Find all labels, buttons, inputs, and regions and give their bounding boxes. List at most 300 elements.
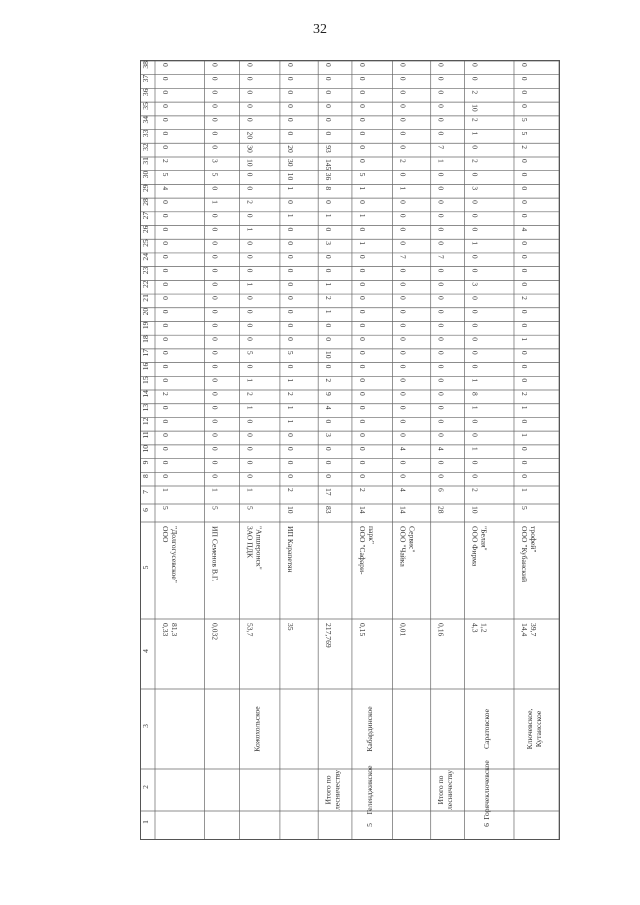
table-cell: 0 bbox=[436, 433, 446, 437]
table-cell: 1 bbox=[519, 433, 529, 437]
table-cell: 0 bbox=[398, 117, 408, 122]
table-cell: 0 bbox=[436, 76, 446, 81]
table-cell: 0 bbox=[470, 172, 480, 177]
table-cell: 0 bbox=[324, 460, 334, 465]
table-cell: 0 bbox=[470, 337, 480, 341]
table-cell: 0 bbox=[436, 213, 446, 218]
table-cell: 2 bbox=[245, 392, 255, 396]
table-cell: 0 bbox=[285, 90, 295, 95]
table-cell: 4 bbox=[519, 227, 529, 232]
table-cell: 0 bbox=[519, 76, 529, 81]
table-cell: 7 bbox=[398, 254, 408, 259]
table-cell: 1 bbox=[470, 446, 480, 451]
table-cell: лесничеству bbox=[332, 769, 342, 811]
table-cell: 5 bbox=[519, 117, 529, 122]
table-cell: 0 bbox=[161, 350, 170, 355]
table-cell: 4 bbox=[398, 446, 408, 451]
table-cell: 1 bbox=[245, 282, 255, 287]
table-cell: 0 bbox=[161, 378, 170, 383]
table-cell: 0 bbox=[470, 419, 480, 424]
table-cell: 0 bbox=[357, 323, 367, 328]
table-cell: 0 bbox=[357, 392, 367, 396]
page-number: 32 bbox=[313, 22, 327, 37]
table-cell: 6 bbox=[482, 823, 492, 827]
table-cell: 2 bbox=[519, 296, 529, 300]
table-cell: 0 bbox=[357, 309, 367, 314]
table-cell: 0 bbox=[436, 337, 446, 341]
table-cell: 0 bbox=[245, 296, 255, 300]
table-cell: 5 bbox=[519, 506, 529, 510]
table-cell: 0 bbox=[245, 323, 255, 328]
column-header-label: 32 bbox=[141, 143, 150, 151]
table-cell: 0 bbox=[210, 117, 220, 122]
table-cell: 0 bbox=[436, 296, 446, 300]
table-cell: 93 bbox=[324, 145, 334, 153]
table-cell: 0 bbox=[285, 337, 295, 341]
table-cell: 2 bbox=[324, 296, 334, 300]
table-cell: 0 bbox=[398, 350, 408, 355]
table-cell: 0 bbox=[285, 200, 295, 204]
table-cell: 0 bbox=[357, 296, 367, 300]
column-header-label: 1 bbox=[141, 820, 150, 824]
table-cell: 0 bbox=[161, 117, 170, 122]
table-cell: 0 bbox=[436, 282, 446, 287]
table-cell: 1 bbox=[470, 241, 480, 246]
table-cell: 6 bbox=[436, 488, 446, 492]
table-cell: 0 bbox=[470, 227, 480, 232]
table-cell: 0 bbox=[398, 296, 408, 300]
table-cell: 0 bbox=[436, 392, 446, 396]
table-cell: 30 bbox=[285, 158, 295, 167]
table-cell: 0 bbox=[436, 460, 446, 465]
table-cell: 10 bbox=[245, 158, 255, 167]
table-cell: 1 bbox=[245, 488, 255, 492]
table-cell: 0 bbox=[161, 213, 170, 218]
column-header-label: 10 bbox=[141, 444, 150, 453]
table-cell: 0,15 bbox=[357, 623, 367, 637]
table-cell: ИП Семенов В.Г. bbox=[210, 526, 220, 582]
table-cell: 0 bbox=[285, 309, 295, 314]
table-cell: 3 bbox=[324, 433, 334, 437]
table-cell: 0 bbox=[436, 200, 446, 204]
table-cell: 0 bbox=[324, 474, 334, 479]
table-cell: 0 bbox=[470, 474, 480, 479]
table-cell: 0,01 bbox=[398, 623, 408, 637]
table-cell: 0 bbox=[245, 364, 255, 369]
table-cell: 0 bbox=[210, 433, 220, 437]
table-cell: 10 bbox=[285, 172, 295, 181]
column-header-label: 20 bbox=[141, 307, 150, 316]
table-cell: 0 bbox=[161, 90, 170, 95]
column-header-label: 25 bbox=[141, 239, 150, 247]
table-cell: 0 bbox=[324, 117, 334, 122]
table-cell: 217,769 bbox=[324, 623, 334, 648]
table-cell: 0 bbox=[519, 104, 529, 108]
table-cell: 0 bbox=[210, 104, 220, 108]
table-cell: 2 bbox=[324, 378, 334, 383]
table-cell: 0 bbox=[398, 145, 408, 150]
table-cell: 0 bbox=[161, 254, 170, 259]
table-cell: 0 bbox=[357, 200, 367, 204]
table-cell: 2 bbox=[161, 392, 170, 396]
table-row bbox=[211, 63, 220, 640]
table-cell: 0,032 bbox=[210, 623, 220, 641]
table-cell: 0 bbox=[436, 227, 446, 232]
table-cell: 1 bbox=[324, 213, 334, 218]
table-cell: 0 bbox=[398, 419, 408, 424]
table-cell: 1 bbox=[470, 131, 480, 136]
table-cell: 0 bbox=[357, 76, 367, 81]
table-cell: 0 bbox=[285, 104, 295, 108]
table-cell: 0 bbox=[210, 350, 220, 355]
table-cell: 0 bbox=[436, 405, 446, 410]
table-cell: 0 bbox=[210, 309, 220, 314]
table-cell: 2 bbox=[519, 392, 529, 396]
table-cell: 0 bbox=[436, 364, 446, 369]
table-cell: 0 bbox=[470, 350, 480, 355]
table-cell: 0 bbox=[436, 172, 446, 177]
table-cell: ИП Карапетян bbox=[285, 526, 295, 573]
table-cell: 0 bbox=[210, 268, 220, 273]
table-cell: 2 bbox=[470, 158, 480, 163]
table-cell: 0 bbox=[161, 337, 170, 341]
table-cell: 0 bbox=[245, 268, 255, 273]
table-cell: 2 bbox=[285, 392, 295, 396]
table-cell: 0 bbox=[398, 63, 408, 67]
table-cell: 0 bbox=[285, 63, 295, 67]
table-cell: 0 bbox=[398, 392, 408, 396]
table-cell: 10 bbox=[470, 104, 480, 112]
table-cell: 0 bbox=[398, 309, 408, 314]
table-cell: 2 bbox=[398, 158, 408, 163]
table-cell: 0 bbox=[161, 76, 170, 81]
table-cell: 53,7 bbox=[245, 623, 255, 637]
table-cell: 0 bbox=[245, 446, 255, 451]
table-cell: 0 bbox=[398, 90, 408, 95]
table-cell: 1 bbox=[245, 405, 255, 410]
table-cell: 4,3 bbox=[470, 623, 480, 633]
table-cell: 0 bbox=[398, 104, 408, 108]
table-cell: 2 bbox=[470, 90, 480, 95]
table-cell: 28 bbox=[436, 506, 446, 514]
table-cell: 0 bbox=[245, 433, 255, 437]
table-cell: 0 bbox=[285, 131, 295, 136]
table-cell: 0 bbox=[398, 241, 408, 246]
table-cell: 10 bbox=[285, 506, 295, 514]
table-cell: 0 bbox=[470, 433, 480, 437]
table-cell: 14 bbox=[398, 506, 408, 514]
column-header-label: 14 bbox=[141, 390, 150, 398]
table-cell: 0 bbox=[357, 405, 367, 410]
table-cell: 0 bbox=[436, 241, 446, 246]
column-header-label: 31 bbox=[141, 157, 150, 165]
table-cell: 1 bbox=[357, 213, 367, 218]
table-cell: 0 bbox=[245, 104, 255, 108]
table-cell: 0 bbox=[436, 350, 446, 355]
table-cell: 0 bbox=[519, 323, 529, 328]
table-cell: трофей" bbox=[528, 526, 538, 553]
table-cell: 0 bbox=[324, 90, 334, 95]
table-cell: 1 bbox=[245, 227, 255, 232]
table-cell: 2 bbox=[519, 145, 529, 150]
column-header-label: 16 bbox=[141, 362, 150, 371]
table-cell: 0 bbox=[398, 131, 408, 136]
table-cell: 0 bbox=[398, 460, 408, 465]
table-cell: 0 bbox=[210, 405, 220, 410]
table-cell: 0 bbox=[161, 104, 170, 108]
table-cell: 0 bbox=[357, 63, 367, 67]
table-cell: 1 bbox=[436, 158, 446, 163]
table-cell: 0 bbox=[210, 323, 220, 328]
table-cell: 0 bbox=[245, 90, 255, 95]
table-cell: 0 bbox=[357, 104, 367, 108]
table-cell: 0 bbox=[161, 282, 170, 287]
table-cell: 0 bbox=[519, 460, 529, 465]
table-cell: 0 bbox=[161, 323, 170, 328]
table-cell: 0 bbox=[161, 419, 170, 424]
table-cell: 81,3 bbox=[170, 623, 179, 637]
table-cell: Итого по bbox=[436, 775, 446, 805]
table-cell: 0 bbox=[285, 241, 295, 246]
column-header-label: 21 bbox=[141, 294, 150, 302]
table-cell: 0 bbox=[324, 200, 334, 204]
column-header-label: 7 bbox=[141, 490, 150, 494]
column-header-label: 3 bbox=[141, 724, 150, 728]
table-cell: 0 bbox=[324, 131, 334, 136]
table-cell: 1 bbox=[357, 241, 367, 246]
table-cell: 0 bbox=[436, 63, 446, 67]
table-cell: 0 bbox=[436, 378, 446, 383]
table-cell: 1 bbox=[519, 337, 529, 341]
table-cell: 0 bbox=[324, 323, 334, 328]
column-header-label: 23 bbox=[141, 266, 150, 275]
table-cell: 0 bbox=[245, 254, 255, 259]
table-cell: 5 bbox=[210, 172, 220, 177]
table-cell: Итого по bbox=[323, 775, 333, 805]
table-cell: 0 bbox=[324, 63, 334, 67]
table-cell: 3 bbox=[470, 186, 480, 191]
table-cell: 0 bbox=[470, 268, 480, 273]
column-header-label: 5 bbox=[141, 565, 150, 570]
table-cell: 0,33 bbox=[161, 623, 170, 637]
table-cell: 0 bbox=[436, 323, 446, 328]
column-header-label: 6 bbox=[141, 508, 150, 512]
table-cell: 4 bbox=[324, 405, 334, 410]
column-header-label: 24 bbox=[141, 252, 150, 261]
column-header-label: 29 bbox=[141, 184, 150, 193]
table-cell: 0 bbox=[245, 117, 255, 122]
table-cell: 0 bbox=[436, 117, 446, 122]
table-cell: 0 bbox=[285, 282, 295, 287]
table-cell: 30 bbox=[245, 145, 255, 153]
table-cell: 0 bbox=[324, 268, 334, 273]
table-cell: 0 bbox=[470, 254, 480, 259]
table-cell: 0 bbox=[519, 186, 529, 191]
table-cell: 0 bbox=[519, 254, 529, 259]
table-cell: 0 bbox=[210, 213, 220, 218]
table-cell: 1 bbox=[285, 378, 295, 383]
table-cell: 0 bbox=[161, 446, 170, 451]
table-cell: ООО bbox=[161, 526, 170, 543]
table-cell: 0 bbox=[398, 364, 408, 369]
table-cell: Кожохольское bbox=[252, 706, 262, 752]
table-cell: "Долгогусевское" bbox=[170, 526, 179, 583]
table-cell: 2 bbox=[245, 200, 255, 204]
table-cell: 0 bbox=[519, 268, 529, 273]
table-cell: 0 bbox=[519, 63, 529, 67]
table-cell: 1 bbox=[245, 378, 255, 383]
table-cell: 0 bbox=[161, 296, 170, 300]
table-row bbox=[436, 63, 454, 810]
table-cell: 0 bbox=[161, 364, 170, 369]
table-cell: 0 bbox=[357, 433, 367, 437]
table-cell: 0 bbox=[324, 446, 334, 451]
table-cell: 5 bbox=[357, 172, 367, 177]
table-cell: ООО "Чайка bbox=[398, 526, 408, 567]
table-cell: "Белая" bbox=[479, 526, 489, 551]
table-cell: 0 bbox=[357, 460, 367, 465]
table-row bbox=[245, 63, 263, 752]
table-cell: 0 bbox=[470, 460, 480, 465]
table-cell: 0 bbox=[398, 323, 408, 328]
table-cell: 2 bbox=[470, 117, 480, 122]
column-header-label: 28 bbox=[141, 198, 150, 206]
table-cell: 0 bbox=[324, 104, 334, 108]
table-cell: 9 bbox=[324, 392, 334, 396]
table-cell: 5 bbox=[161, 172, 170, 177]
table-cell: 0 bbox=[245, 337, 255, 341]
table-cell: 0 bbox=[210, 446, 220, 451]
table-cell: 20 bbox=[245, 131, 255, 140]
table-cell: 2 bbox=[470, 488, 480, 492]
table-cell: 0 bbox=[436, 186, 446, 191]
table-cell: 7 bbox=[436, 145, 446, 150]
table-cell: 0 bbox=[357, 227, 367, 232]
table-cell: 3 bbox=[324, 241, 334, 246]
table-cell: 0 bbox=[436, 268, 446, 273]
table-cell: 0 bbox=[210, 419, 220, 424]
table-cell: 1 bbox=[357, 186, 367, 191]
table-cell: 20 bbox=[285, 145, 295, 153]
table-cell: 0 bbox=[519, 200, 529, 204]
table-cell: ЗАО ПДК bbox=[245, 526, 255, 559]
table-cell: 36 bbox=[324, 172, 334, 181]
table-cell: 1 bbox=[470, 378, 480, 383]
table-cell: 0 bbox=[519, 474, 529, 479]
table-cell: 1 bbox=[324, 282, 334, 287]
table-cell: 0 bbox=[519, 364, 529, 369]
column-header-label: 34 bbox=[141, 115, 150, 124]
table-cell: 0 bbox=[357, 90, 367, 95]
table-cell: 1 bbox=[285, 419, 295, 424]
table-cell: 0 bbox=[285, 460, 295, 465]
table-cell: 0 bbox=[210, 63, 220, 67]
table-cell: 0 bbox=[470, 309, 480, 314]
table-cell: 0 bbox=[324, 337, 334, 341]
table-cell: 0 bbox=[519, 90, 529, 95]
table-cell: 10 bbox=[470, 506, 480, 514]
table-cell: 0 bbox=[436, 474, 446, 479]
table-cell: 0 bbox=[398, 337, 408, 341]
table-cell: 0 bbox=[285, 268, 295, 273]
table-cell: 0 bbox=[357, 378, 367, 383]
table-cell: 5 bbox=[210, 506, 220, 510]
table-cell: ООО "Кубанский bbox=[519, 526, 529, 583]
table-cell: Кутаисское bbox=[533, 710, 543, 748]
table-cell: 0 bbox=[161, 405, 170, 410]
table-cell: 0 bbox=[161, 433, 170, 437]
grid-lines bbox=[141, 61, 559, 839]
table-cell: 1 bbox=[161, 488, 170, 492]
column-header bbox=[141, 61, 150, 824]
table-cell: ООО "Сафари- bbox=[357, 526, 367, 575]
table-cell: 3 bbox=[210, 158, 220, 163]
column-header-label: 33 bbox=[141, 129, 150, 138]
table-cell: 4 bbox=[398, 488, 408, 492]
table-cell: 0 bbox=[470, 364, 480, 369]
table-cell: 1 bbox=[210, 200, 220, 204]
table-cell: 17 bbox=[324, 488, 334, 496]
table-cell: 0 bbox=[210, 392, 220, 396]
table-row bbox=[161, 63, 179, 636]
column-header-label: 37 bbox=[141, 74, 150, 83]
table-cell: 39,7 bbox=[528, 623, 538, 637]
table-cell: 0 bbox=[210, 474, 220, 479]
table-cell: 0 bbox=[285, 446, 295, 451]
table-cell: 0 bbox=[245, 474, 255, 479]
table-cell: 0 bbox=[398, 213, 408, 218]
table-cell: 5 bbox=[365, 823, 375, 827]
table-cell: 0 bbox=[436, 104, 446, 108]
table-cell: 8 bbox=[324, 186, 334, 191]
table-cell: 0 bbox=[210, 296, 220, 300]
table-cell: 0 bbox=[324, 254, 334, 259]
table-cell: 0 bbox=[519, 213, 529, 218]
table-cell: 3 bbox=[470, 282, 480, 287]
table-cell: 0 bbox=[161, 63, 170, 67]
column-header-label: 38 bbox=[141, 61, 150, 69]
table-cell: 0 bbox=[285, 474, 295, 479]
table-cell: 0 bbox=[210, 460, 220, 465]
column-header-label: 26 bbox=[141, 225, 150, 234]
table-cell: 2 bbox=[161, 158, 170, 163]
table-cell: 0 bbox=[357, 350, 367, 355]
table-cell: 0 bbox=[210, 254, 220, 259]
table-row bbox=[520, 63, 543, 749]
table-cell: 0 bbox=[210, 90, 220, 95]
table-cell: 0 bbox=[245, 172, 255, 177]
table-cell: 0 bbox=[161, 131, 170, 136]
table-cell: 0 bbox=[245, 186, 255, 191]
table-cell: 0 bbox=[357, 158, 367, 163]
table-cell: 7 bbox=[436, 254, 446, 259]
data-table bbox=[140, 60, 560, 840]
table-cell: 14 bbox=[357, 506, 367, 514]
table-cell: 2 bbox=[285, 488, 295, 492]
table-cell: 0 bbox=[161, 227, 170, 232]
table-cell: 1 bbox=[210, 488, 220, 492]
column-header-label: 11 bbox=[141, 431, 150, 439]
column-header-label: 13 bbox=[141, 403, 150, 412]
table-cell: 1 bbox=[519, 488, 529, 492]
table-cell: 0 bbox=[519, 378, 529, 383]
table-cell: 0 bbox=[245, 63, 255, 67]
table-cell: 0 bbox=[210, 364, 220, 369]
table-cell: 1 bbox=[398, 186, 408, 191]
table-cell: Геленджикское bbox=[365, 765, 375, 815]
table-cell: 0 bbox=[324, 76, 334, 81]
table-cell: 0 bbox=[285, 254, 295, 259]
